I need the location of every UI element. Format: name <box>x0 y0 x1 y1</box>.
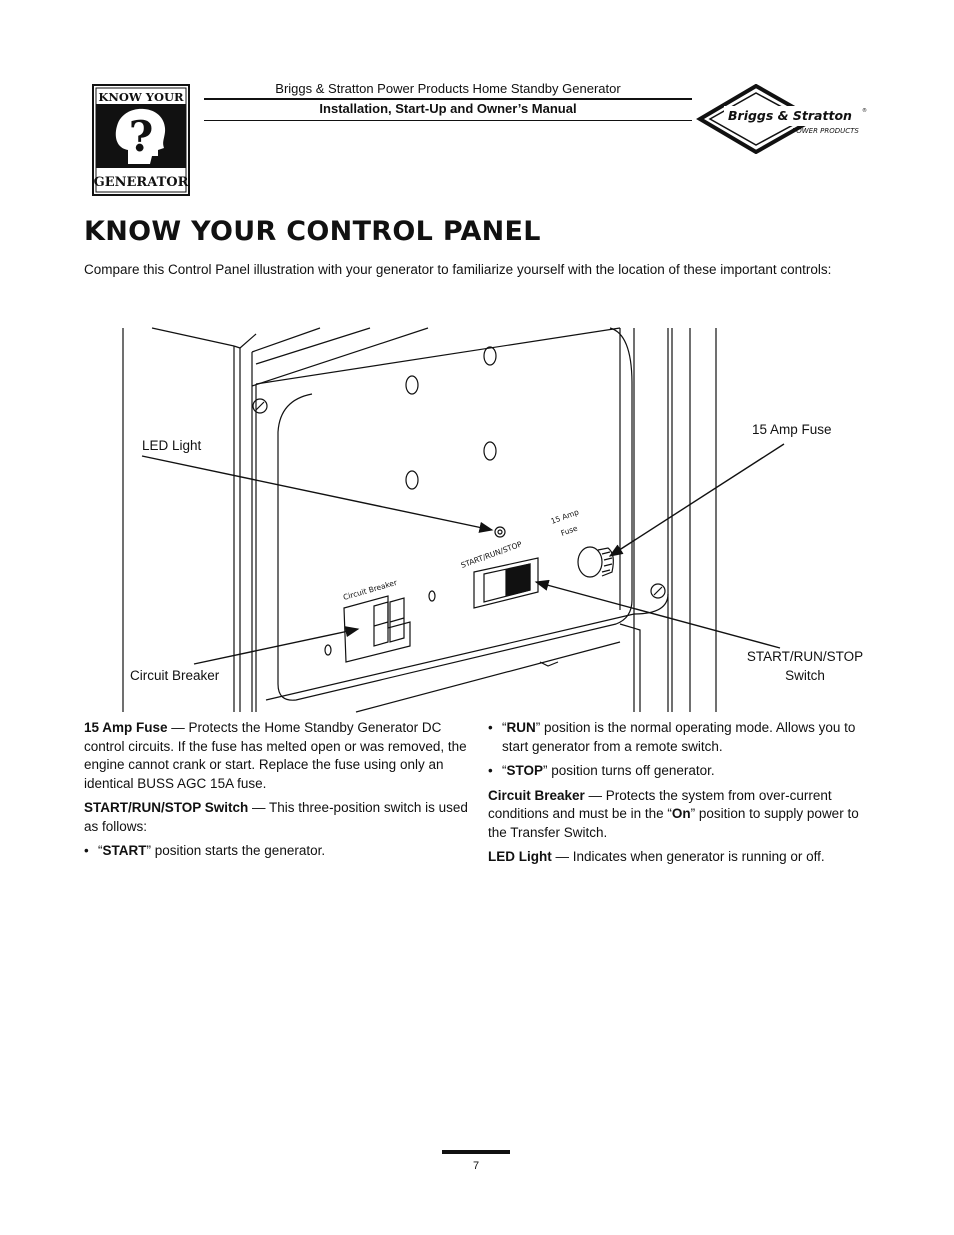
led-description <box>488 848 868 867</box>
brand-logo-mark: ® <box>862 108 867 114</box>
footer-bar <box>442 1150 510 1154</box>
page-number: 7 <box>472 1160 480 1172</box>
led-text: — Indicates when generator is running or off. <box>551 849 825 864</box>
right-column <box>488 719 868 873</box>
header-rule <box>204 98 692 100</box>
stop-open-quote: “ <box>502 763 507 778</box>
kyg-logo-bottom-text: GENERATOR <box>93 175 189 190</box>
start-bullet <box>84 842 469 861</box>
control-panel-diagram <box>120 324 864 714</box>
breaker-text-a: — Protects the system from over-current conditions and must be in the “ <box>488 787 832 821</box>
callout-switch <box>742 647 868 685</box>
intro-paragraph: Compare this Control Panel illustration with your generator to familiarize yourself with the location of these important controls: <box>84 262 832 277</box>
run-term: RUN <box>506 720 536 735</box>
callout-led-light: LED Light <box>142 438 202 453</box>
breaker-description <box>488 787 868 843</box>
switch-leader-line <box>536 582 780 648</box>
panel-label-fuse-line1: 15 Amp <box>549 507 581 526</box>
stop-text: ” position turns off generator. <box>543 763 715 778</box>
control-panel-illustration <box>120 324 840 714</box>
switch-text: — This three-position switch is used as follows: <box>84 800 468 834</box>
question-head-icon: ? <box>128 112 154 161</box>
stop-bullet <box>488 762 868 781</box>
start-open-quote: “ <box>98 843 103 858</box>
breaker-term: Circuit Breaker <box>488 787 585 803</box>
callout-15-amp-fuse: 15 Amp Fuse <box>752 422 832 437</box>
panel-label-fuse-line2: Fuse <box>559 523 579 538</box>
fuse-description <box>84 719 469 793</box>
header-subtitle: Briggs & Stratton Power Products Home Standby Generator <box>275 81 621 96</box>
breaker-leader-line <box>194 629 358 664</box>
callout-switch-line2: Switch <box>785 668 825 683</box>
brand-logo-tagline: POWER PRODUCTS <box>792 127 859 135</box>
page-title: KNOW YOUR CONTROL PANEL <box>84 216 541 247</box>
start-term: START <box>102 843 147 858</box>
start-text: ” position starts the generator. <box>146 843 326 858</box>
run-bullet <box>488 719 868 756</box>
callout-circuit-breaker: Circuit Breaker <box>130 668 220 683</box>
run-open-quote: “ <box>502 720 507 735</box>
know-your-generator-logo <box>92 84 190 196</box>
stop-term: STOP <box>506 763 544 778</box>
fuse-text: — Protects the Home Standby Generator DC control circuits. If the fuse has melted open or was removed, the engine cannot crank or start. Replace the fuse using only an identical BUSS AGC 15A fuse. <box>84 720 467 791</box>
left-column <box>84 719 469 867</box>
led-leader-line <box>142 456 492 530</box>
brand-logo-name: Briggs & Stratton <box>728 108 852 123</box>
panel-label-switch: START/RUN/STOP <box>459 539 524 570</box>
led-term: LED Light <box>488 849 552 864</box>
callout-switch-line1: START/RUN/STOP <box>746 649 864 664</box>
switch-description <box>84 799 469 836</box>
switch-term: START/RUN/STOP Switch <box>84 800 249 815</box>
kyg-logo-top-text: KNOW YOUR <box>98 90 184 104</box>
run-text: ” position is the normal operating mode. Allows you to start generator from a remote switch. <box>502 720 856 754</box>
header-title: Installation, Start-Up and Owner’s Manual <box>319 101 577 116</box>
breaker-text-b: ” position to supply power to the Transfer Switch. <box>488 806 859 840</box>
fuse-leader-line <box>610 444 784 556</box>
breaker-on: On <box>671 806 691 821</box>
header-rule-bottom <box>204 120 692 121</box>
panel-label-breaker: Circuit Breaker <box>342 577 398 602</box>
briggs-stratton-logo <box>696 84 868 154</box>
fuse-term: 15 Amp Fuse <box>84 720 168 735</box>
